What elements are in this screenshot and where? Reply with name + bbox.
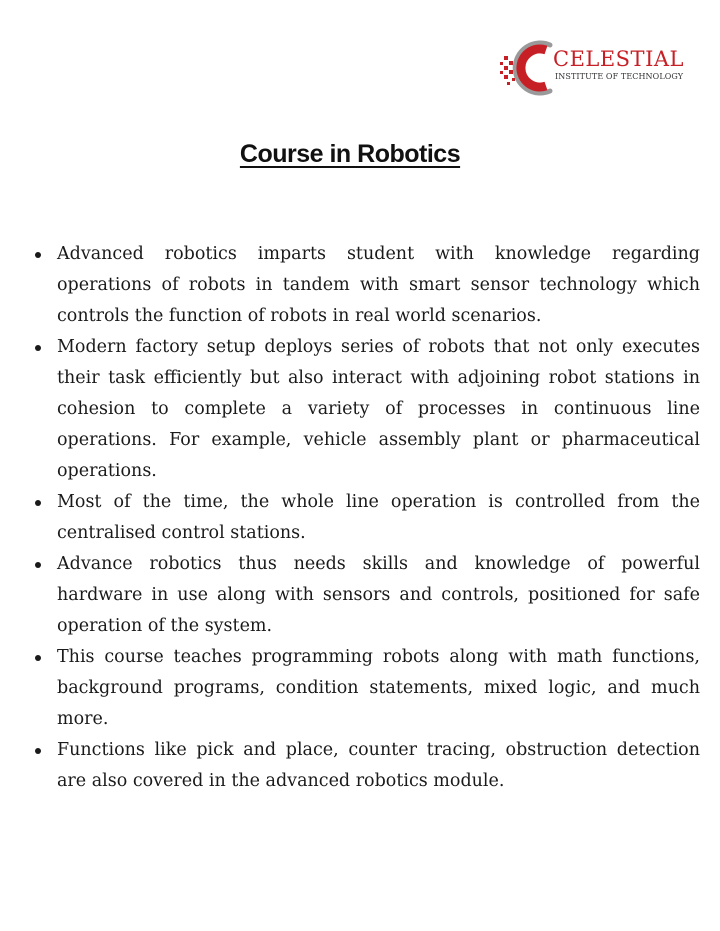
logo-subtitle: INSTITUTE OF TECHNOLOGY bbox=[555, 72, 684, 81]
bullet-icon bbox=[35, 655, 41, 661]
list-item-text: This course teaches programming robots along with math functions, background programs, condition statements, mixed logic, and much more. bbox=[57, 647, 700, 729]
list-item-text: Functions like pick and place, counter tracing, obstruction detection are also covered in the advanced robotics module. bbox=[57, 740, 700, 791]
bullet-icon bbox=[35, 748, 41, 754]
bullet-icon bbox=[35, 562, 41, 568]
bullet-list bbox=[34, 239, 700, 797]
logo-name: CELESTIAL bbox=[553, 47, 684, 71]
list-item bbox=[34, 642, 700, 735]
list-item-text: Advanced robotics imparts student with knowledge regarding operations of robots in tandem with smart sensor technology which controls the function of robots in real world scenarios. bbox=[57, 244, 700, 326]
page-title: Course in Robotics bbox=[239, 140, 461, 168]
list-item-text: Advance robotics thus needs skills and knowledge of powerful hardware in use along with sensors and controls, positioned for safe operation of the system. bbox=[57, 554, 700, 636]
list-item bbox=[34, 549, 700, 642]
list-item-text: Modern factory setup deploys series of robots that not only executes their task efficiently but also interact with adjoining robot stations in cohesion to complete a variety of processes in continuous line operations. For example, vehicle assembly plant or pharmaceutical operations. bbox=[57, 337, 700, 481]
list-item bbox=[34, 239, 700, 332]
bullet-icon bbox=[35, 345, 41, 351]
list-item bbox=[34, 735, 700, 797]
bullet-icon bbox=[35, 252, 41, 258]
list-item bbox=[34, 332, 700, 487]
logo-emblem-icon bbox=[500, 36, 560, 106]
celestial-logo bbox=[500, 36, 700, 106]
list-item-text: Most of the time, the whole line operation is controlled from the centralised control stations. bbox=[57, 492, 700, 543]
bullet-icon bbox=[35, 500, 41, 506]
list-item bbox=[34, 487, 700, 549]
